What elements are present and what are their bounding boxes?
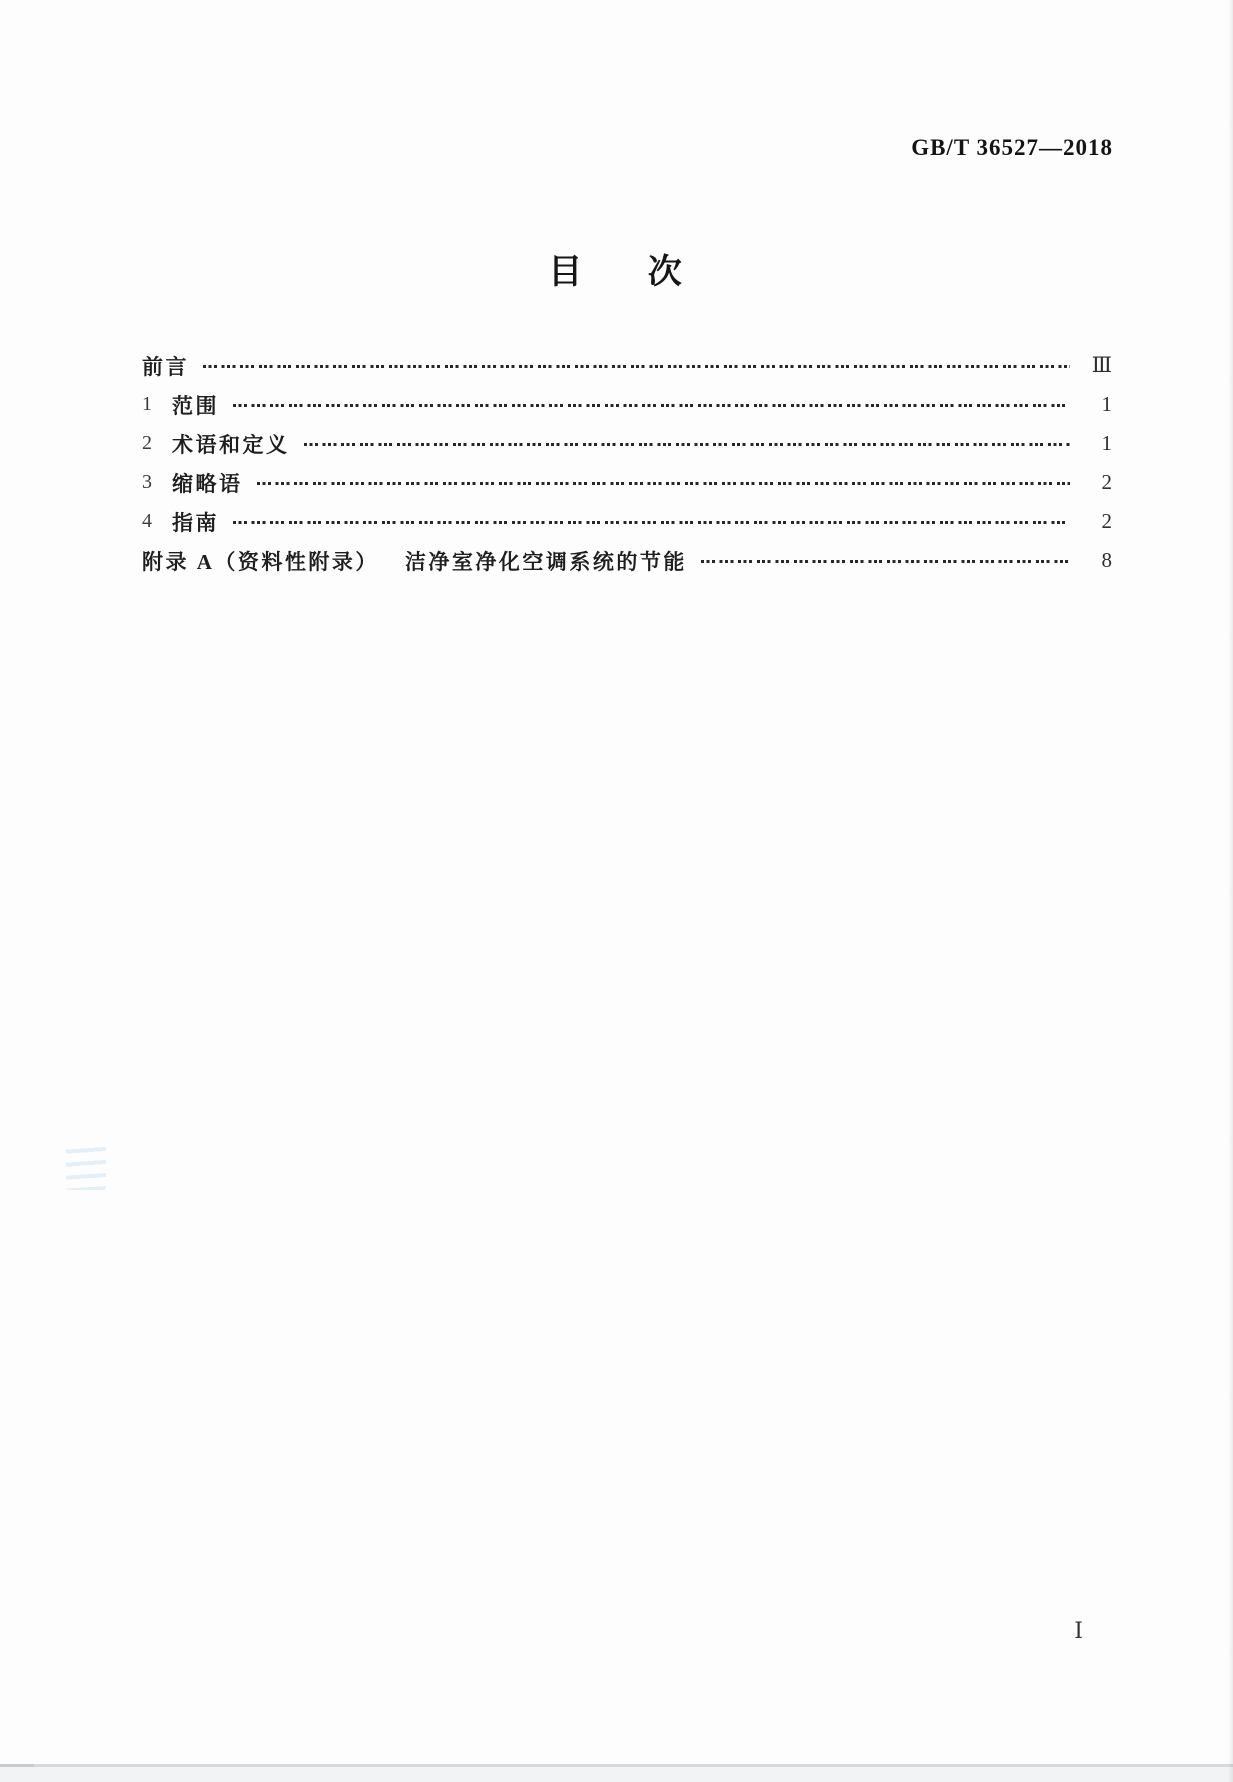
toc-entry-page: 1 xyxy=(1101,431,1112,455)
toc-entry-page: Ⅲ xyxy=(1091,353,1112,377)
toc-dot-leader xyxy=(701,560,1070,563)
toc-row xyxy=(142,385,1112,424)
toc-entry-page: 2 xyxy=(1101,470,1112,494)
page-title: 目 次 xyxy=(548,253,685,291)
toc-dot-leader xyxy=(257,482,1071,485)
scan-edge-right xyxy=(1228,0,1233,1782)
standard-code: GB/T 36527—2018 xyxy=(911,135,1113,160)
toc-entry-number: 1 xyxy=(142,393,152,415)
toc-row xyxy=(142,541,1112,580)
toc-list xyxy=(142,346,1112,580)
toc-entry-label: 缩略语 xyxy=(172,471,243,496)
toc-entry-page: 2 xyxy=(1101,509,1112,533)
toc-entry-page: 1 xyxy=(1101,392,1112,416)
toc-row xyxy=(142,424,1112,463)
page-number: Ⅰ xyxy=(1074,1618,1083,1643)
toc-entry-number: 3 xyxy=(142,471,152,493)
toc-row xyxy=(142,463,1112,502)
toc-entry-number: 2 xyxy=(142,432,152,454)
toc-dot-leader xyxy=(203,365,1070,368)
toc-row xyxy=(142,502,1112,541)
toc-dot-leader xyxy=(233,404,1070,407)
toc-dot-leader xyxy=(233,521,1070,524)
toc-entry-label: 术语和定义 xyxy=(172,432,290,457)
toc-entry-label: 前言 xyxy=(142,354,189,379)
toc-dot-leader xyxy=(304,443,1071,446)
toc-entry-label: 附录 A（资料性附录） xyxy=(142,549,379,574)
toc-entry-page: 8 xyxy=(1101,548,1112,572)
toc-entry-label: 指南 xyxy=(172,510,219,535)
scan-artifact xyxy=(66,1144,106,1190)
toc-entry-label: 范围 xyxy=(172,393,219,418)
scan-edge-bottom xyxy=(0,1767,1233,1782)
toc-entry-sublabel: 洁净室净化空调系统的节能 xyxy=(404,549,687,574)
toc-entry-number: 4 xyxy=(142,510,152,532)
toc-row xyxy=(142,346,1112,385)
